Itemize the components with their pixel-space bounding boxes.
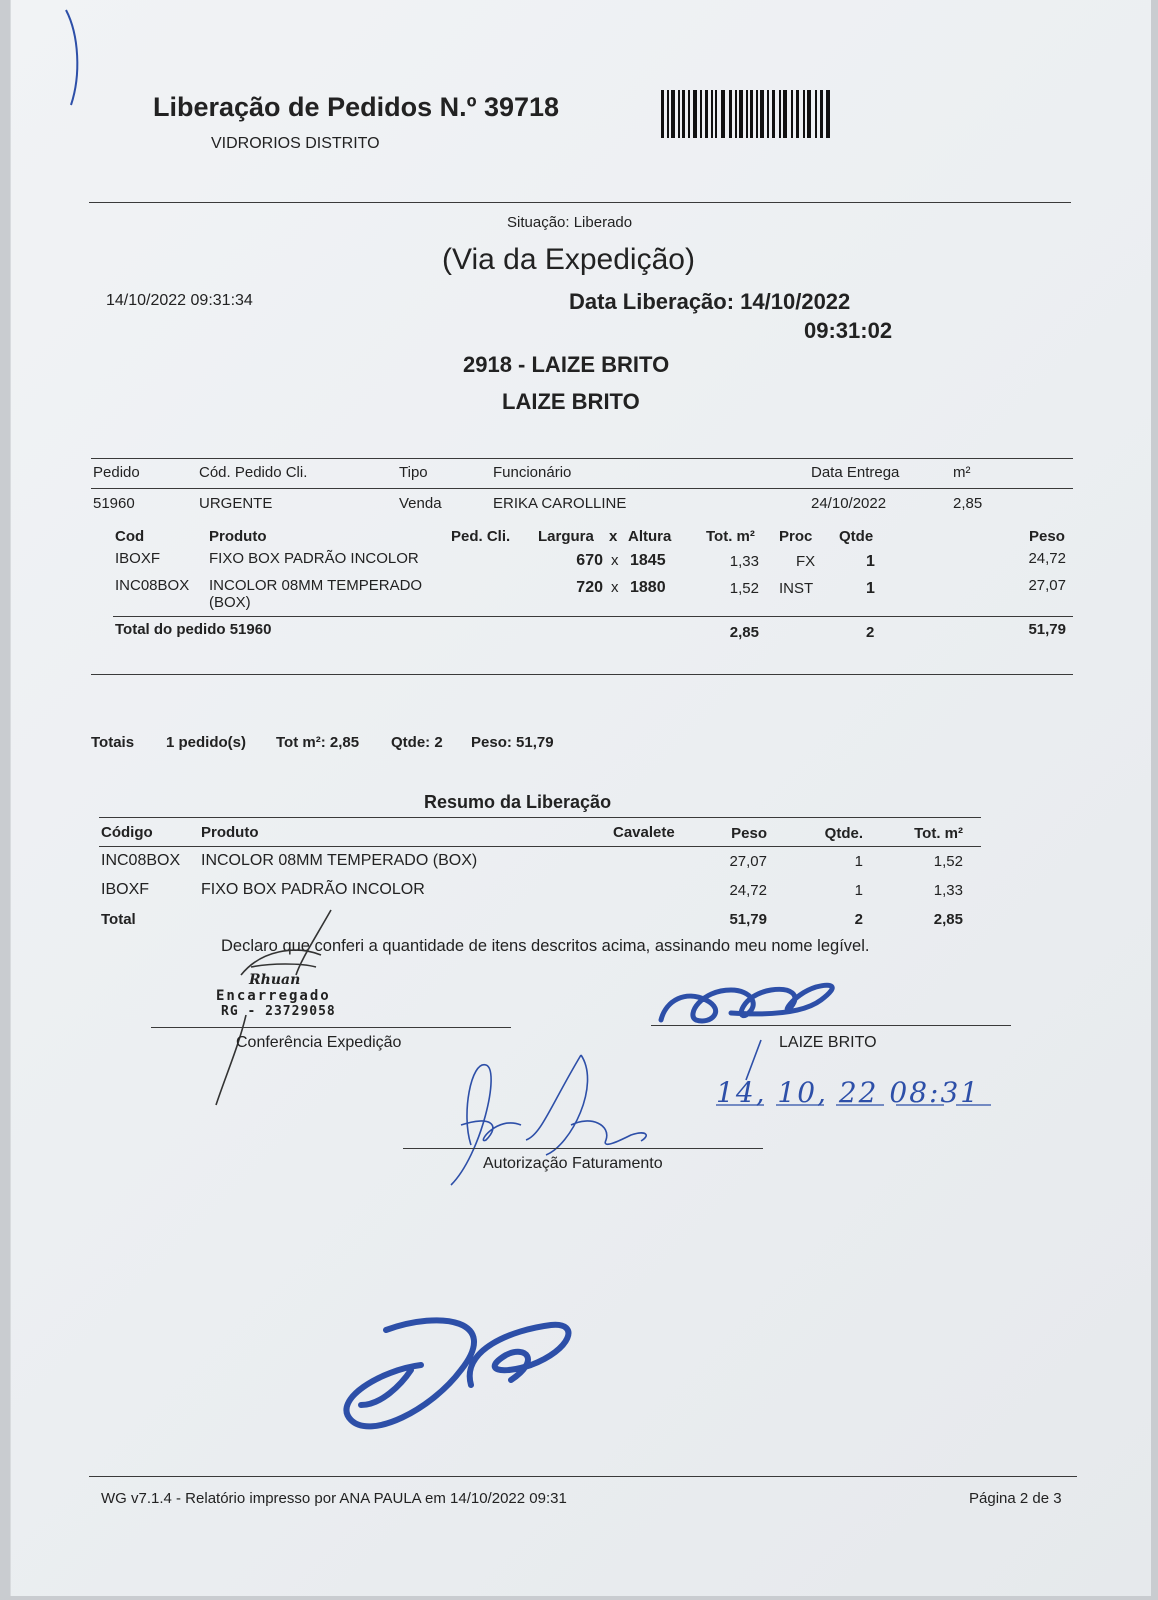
- conferencia-label: Conferência Expedição: [236, 1034, 402, 1051]
- handwritten-date-underlines: [711, 1040, 1001, 1110]
- item-proc: FX: [796, 553, 816, 570]
- item-produto: FIXO BOX PADRÃO INCOLOR: [209, 550, 419, 567]
- signature-client: [651, 965, 851, 1030]
- item-col-cod: Cod: [115, 528, 145, 545]
- summary-total-peso: 51,79: [729, 911, 767, 928]
- release-date: Data Liberação: 14/10/2022: [569, 289, 851, 314]
- item-largura: 720: [576, 579, 603, 596]
- summary-col-codigo: Código: [101, 824, 153, 841]
- item-qtde: 1: [866, 553, 875, 570]
- totals-tot-m2: Tot m²: 2,85: [276, 734, 360, 751]
- order-pedido: 51960: [93, 495, 135, 512]
- item-col-qtde: Qtde: [839, 528, 874, 545]
- item-proc: INST: [779, 580, 814, 597]
- summary-codigo: INC08BOX: [101, 852, 181, 869]
- release-time: 09:31:02: [804, 318, 893, 343]
- order-table-top-rule: [91, 458, 1073, 459]
- footer-print-info: WG v7.1.4 - Relatório impresso por ANA PAULA em 14/10/2022 09:31: [101, 1490, 567, 1507]
- footer-page-number: Página 2 de 3: [969, 1490, 1062, 1507]
- item-col-altura: Altura: [628, 528, 672, 545]
- summary-col-tot-m2: Tot. m²: [914, 825, 963, 842]
- status-text: Situação: Liberado: [507, 214, 633, 231]
- item-tot-m2: 1,33: [729, 553, 759, 570]
- item-peso: 27,07: [1028, 577, 1066, 594]
- client-signature-label: LAIZE BRITO: [779, 1034, 877, 1051]
- summary-col-cavalete: Cavalete: [613, 824, 675, 841]
- document-sheet: [10, 0, 1151, 1596]
- item-col-produto: Produto: [209, 528, 267, 545]
- item-qtde: 1: [866, 580, 875, 597]
- order-table-header-rule: [91, 488, 1073, 489]
- declaration-text: Declaro que conferi a quantidade de itens descritos acima, assinando meu nome legível.: [221, 937, 870, 955]
- col-m2: m²: [953, 464, 971, 481]
- totals-qtde: Qtde: 2: [391, 734, 443, 751]
- item-altura: 1845: [630, 552, 666, 569]
- summary-title: Resumo da Liberação: [424, 792, 612, 812]
- order-total-rule: [113, 616, 1073, 617]
- summary-col-peso: Peso: [731, 825, 767, 842]
- autorizacao-label: Autorização Faturamento: [483, 1155, 663, 1172]
- summary-top-rule: [99, 817, 981, 818]
- via-title: (Via da Expedição): [442, 243, 695, 276]
- totals-pedidos: 1 pedido(s): [166, 734, 247, 751]
- order-funcionario: ERIKA CAROLLINE: [493, 495, 627, 512]
- item-cod: INC08BOX: [115, 577, 190, 594]
- handwritten-date: 14, 10, 22 08:31: [716, 1076, 981, 1109]
- order-total-peso: 51,79: [1028, 621, 1066, 638]
- summary-col-produto: Produto: [201, 824, 259, 841]
- totals-label: Totais: [91, 734, 135, 751]
- item-x: x: [611, 552, 619, 569]
- item-col-ped-cli: Ped. Cli.: [451, 528, 511, 545]
- initials-mark: [331, 1310, 591, 1450]
- client-name: LAIZE BRITO: [502, 389, 640, 414]
- footer-rule: [89, 1476, 1077, 1477]
- summary-col-qtde: Qtde.: [824, 825, 863, 842]
- summary-produto: INCOLOR 08MM TEMPERADO (BOX): [201, 852, 478, 869]
- printed-timestamp: 14/10/2022 09:31:34: [106, 292, 253, 309]
- item-produto-continued: (BOX): [209, 594, 251, 611]
- order-data-entrega: 24/10/2022: [811, 495, 887, 512]
- barcode-icon: [661, 90, 836, 140]
- summary-total-label: Total: [101, 911, 136, 928]
- header-divider: [89, 202, 1071, 203]
- col-data-entrega: Data Entrega: [811, 464, 900, 481]
- item-altura: 1880: [630, 579, 666, 596]
- conferencia-signature-line: [151, 1027, 511, 1028]
- order-section-bottom-rule: [91, 674, 1073, 675]
- summary-codigo: IBOXF: [101, 881, 150, 898]
- summary-header-rule: [99, 846, 981, 847]
- autorizacao-signature-line: [403, 1148, 763, 1149]
- item-col-x: x: [609, 528, 618, 545]
- item-cod: IBOXF: [115, 550, 161, 567]
- summary-peso: 24,72: [729, 882, 767, 899]
- order-cod-pedido-cli: URGENTE: [199, 495, 273, 512]
- item-tot-m2: 1,52: [729, 580, 759, 597]
- item-peso: 24,72: [1028, 550, 1066, 567]
- summary-qtde: 1: [854, 853, 863, 870]
- order-m2: 2,85: [953, 495, 983, 512]
- stamp-rg: RG - 23729058: [221, 1004, 336, 1019]
- order-total-label: Total do pedido 51960: [115, 621, 272, 638]
- item-x: x: [611, 579, 619, 596]
- col-cod-pedido-cli: Cód. Pedido Cli.: [199, 464, 308, 481]
- summary-peso: 27,07: [729, 853, 767, 870]
- summary-qtde: 1: [854, 882, 863, 899]
- pen-mark: [61, 5, 91, 115]
- item-col-tot-m2: Tot. m²: [706, 528, 755, 545]
- document-title: Liberação de Pedidos N.º 39718: [153, 92, 560, 122]
- item-col-proc: Proc: [779, 528, 813, 545]
- summary-tot-m2: 1,33: [933, 882, 963, 899]
- stamp-role: Encarregado: [216, 988, 331, 1004]
- item-produto: INCOLOR 08MM TEMPERADO: [209, 577, 423, 594]
- col-pedido: Pedido: [93, 464, 140, 481]
- client-code-name: 2918 - LAIZE BRITO: [463, 352, 670, 377]
- item-col-largura: Largura: [538, 528, 594, 545]
- item-largura: 670: [576, 552, 603, 569]
- summary-tot-m2: 1,52: [933, 853, 963, 870]
- order-tipo: Venda: [399, 495, 442, 512]
- col-funcionario: Funcionário: [493, 464, 572, 481]
- order-total-qtde: 2: [866, 624, 875, 641]
- signature-rhuan: [201, 905, 351, 1120]
- col-tipo: Tipo: [399, 464, 428, 481]
- order-total-tot-m2: 2,85: [729, 624, 759, 641]
- summary-total-tot-m2: 2,85: [933, 911, 963, 928]
- summary-total-qtde: 2: [854, 911, 863, 928]
- item-col-peso: Peso: [1029, 528, 1065, 545]
- totals-peso: Peso: 51,79: [471, 734, 554, 751]
- stamp-name: Rhuan: [249, 972, 301, 988]
- client-signature-line: [651, 1025, 1011, 1026]
- summary-produto: FIXO BOX PADRÃO INCOLOR: [201, 881, 425, 898]
- company-name: VIDRORIOS DISTRITO: [211, 135, 380, 152]
